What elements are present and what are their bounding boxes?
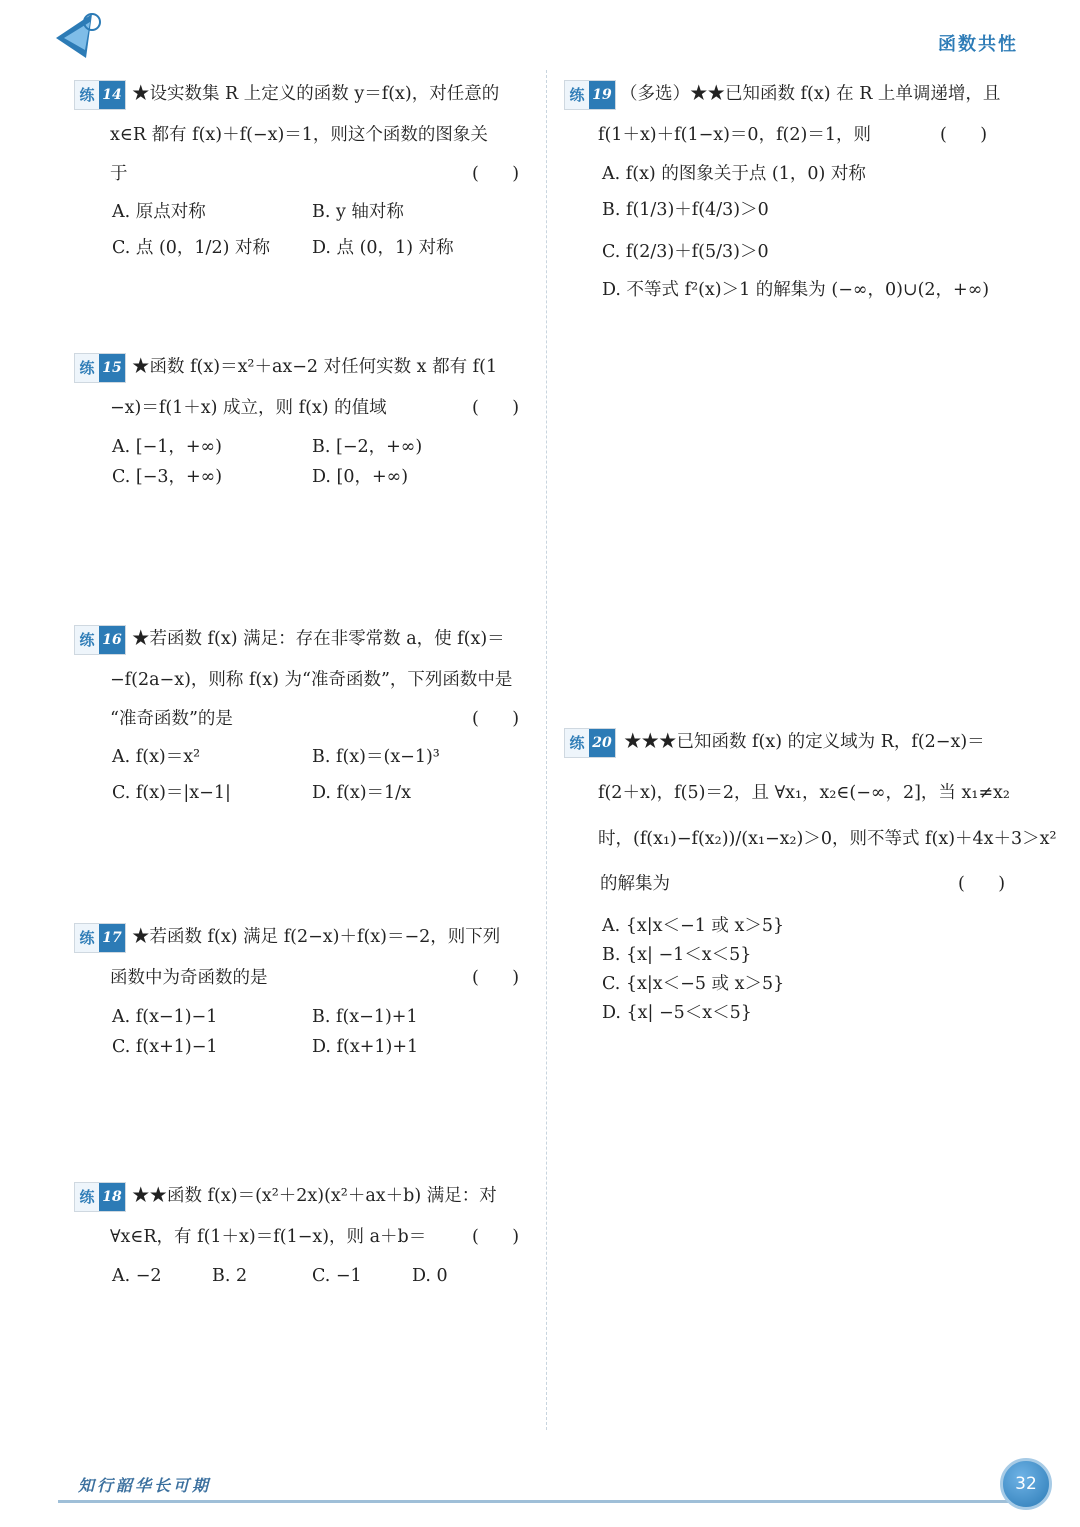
- option-a: A. f(x) 的图象关于点 (1，0) 对称: [602, 164, 866, 184]
- problem-text-line: 时，(f(x₁)−f(x₂))/(x₁−x₂)＞0，则不等式 f(x)＋4x＋3＞x²: [598, 829, 1057, 849]
- problem-text-line: ★★★已知函数 f(x) 的定义域为 R，f(2−x)＝: [624, 732, 985, 752]
- problem-text-line: 的解集为: [600, 874, 670, 894]
- option-a: A. −2: [112, 1266, 162, 1286]
- option-b: B. {x| −1＜x＜5}: [602, 945, 752, 965]
- option-c: C. {x|x＜−5 或 x＞5}: [602, 974, 785, 994]
- problem-tag: [74, 923, 126, 953]
- answer-bracket: ( ): [472, 164, 520, 184]
- problem-text-line: ★若函数 f(x) 满足：存在非零常数 a，使 f(x)＝: [132, 629, 505, 649]
- tag-label: 练: [75, 1183, 99, 1211]
- problem-15: [74, 353, 534, 493]
- problem-text-line: “准奇函数”的是: [110, 709, 233, 729]
- tag-number: 17: [99, 924, 125, 952]
- answer-bracket: ( ): [472, 968, 520, 988]
- option-d: D. 点 (0，1) 对称: [312, 238, 454, 258]
- footer-slogan: 知行韶华长可期: [78, 1476, 212, 1495]
- option-d: D. 0: [412, 1266, 448, 1286]
- option-b: B. [−2，+∞): [312, 437, 423, 457]
- option-c: C. −1: [312, 1266, 362, 1286]
- problem-text-line: ∀x∈R，有 f(1＋x)＝f(1−x)，则 a＋b＝: [110, 1227, 427, 1247]
- option-a: A. {x|x＜−1 或 x＞5}: [602, 916, 785, 936]
- problem-14: [74, 80, 534, 270]
- option-c: C. [−3，+∞): [112, 467, 223, 487]
- problem-text-line: f(1＋x)＋f(1−x)＝0，f(2)＝1，则: [598, 125, 871, 145]
- problem-text-line: ★若函数 f(x) 满足 f(2−x)＋f(x)＝−2，则下列: [132, 927, 501, 947]
- option-c: C. 点 (0，1/2) 对称: [112, 238, 270, 258]
- option-c: C. f(2/3)＋f(5/3)＞0: [602, 242, 769, 262]
- problem-text-line: 函数中为奇函数的是: [110, 968, 268, 988]
- option-d: D. 不等式 f²(x)＞1 的解集为 (−∞，0)∪(2，+∞): [602, 280, 990, 300]
- option-b: B. f(1/3)＋f(4/3)＞0: [602, 200, 769, 220]
- option-b: B. 2: [212, 1266, 248, 1286]
- tag-number: 16: [99, 626, 125, 654]
- tag-label: 练: [75, 626, 99, 654]
- problem-text-line: ★★函数 f(x)＝(x²＋2x)(x²＋ax＋b) 满足：对: [132, 1186, 497, 1206]
- tag-number: 15: [99, 354, 125, 382]
- tag-label: 练: [565, 81, 589, 109]
- problem-text-line: −f(2a−x)，则称 f(x) 为“准奇函数”，下列函数中是: [110, 670, 513, 690]
- option-d: D. f(x+1)+1: [312, 1037, 419, 1057]
- problem-tag: [74, 1182, 126, 1212]
- answer-bracket: ( ): [472, 398, 520, 418]
- column-divider: [546, 70, 547, 1430]
- problem-text-line: x∈R 都有 f(x)＋f(−x)＝1，则这个函数的图象关: [110, 125, 488, 145]
- page-number: 32: [1000, 1458, 1052, 1510]
- tag-number: 20: [589, 729, 615, 757]
- tag-number: 14: [99, 81, 125, 109]
- problem-text-line: （多选）★★已知函数 f(x) 在 R 上单调递增，且: [620, 84, 1001, 104]
- footer-divider: [58, 1500, 1018, 1503]
- option-b: B. f(x−1)+1: [312, 1007, 418, 1027]
- problem-tag: [74, 625, 126, 655]
- problem-18: [74, 1182, 534, 1292]
- problem-tag: [564, 80, 616, 110]
- tag-label: 练: [75, 81, 99, 109]
- tag-label: 练: [75, 354, 99, 382]
- answer-bracket: ( ): [958, 874, 1006, 894]
- problem-tag: [74, 353, 126, 383]
- option-a: A. [−1，+∞): [112, 437, 222, 457]
- tag-number: 18: [99, 1183, 125, 1211]
- option-d: D. [0，+∞): [312, 467, 409, 487]
- answer-bracket: ( ): [940, 125, 988, 145]
- problem-text-line: ★函数 f(x)＝x²＋ax−2 对任何实数 x 都有 f(1: [132, 357, 498, 377]
- logo-icon: [52, 8, 108, 64]
- option-d: D. {x| −5＜x＜5}: [602, 1003, 752, 1023]
- problem-text-line: f(2＋x)，f(5)＝2，且 ∀x₁，x₂∈(−∞，2]，当 x₁≠x₂: [598, 783, 1010, 803]
- problem-20: [564, 728, 1057, 1038]
- option-b: B. f(x)＝(x−1)³: [312, 747, 440, 767]
- problem-text-line: −x)＝f(1＋x) 成立，则 f(x) 的值域: [110, 398, 387, 418]
- answer-bracket: ( ): [472, 709, 520, 729]
- option-c: C. f(x+1)−1: [112, 1037, 218, 1057]
- problem-tag: [564, 728, 616, 758]
- problem-text-line: ★设实数集 R 上定义的函数 y＝f(x)，对任意的: [132, 84, 500, 104]
- problem-17: [74, 923, 534, 1063]
- option-b: B. y 轴对称: [312, 202, 404, 222]
- option-a: A. f(x)＝x²: [112, 747, 201, 767]
- tag-label: 练: [565, 729, 589, 757]
- header-title: 函数共性: [938, 34, 1018, 55]
- problem-19: [564, 80, 1024, 310]
- answer-bracket: ( ): [472, 1227, 520, 1247]
- problem-16: [74, 625, 534, 815]
- option-c: C. f(x)＝|x−1|: [112, 783, 231, 803]
- tag-number: 19: [589, 81, 615, 109]
- problem-text-line: 于: [110, 164, 128, 184]
- problem-tag: [74, 80, 126, 110]
- tag-label: 练: [75, 924, 99, 952]
- option-a: A. 原点对称: [112, 202, 206, 222]
- option-a: A. f(x−1)−1: [112, 1007, 218, 1027]
- option-d: D. f(x)＝1/x: [312, 783, 411, 803]
